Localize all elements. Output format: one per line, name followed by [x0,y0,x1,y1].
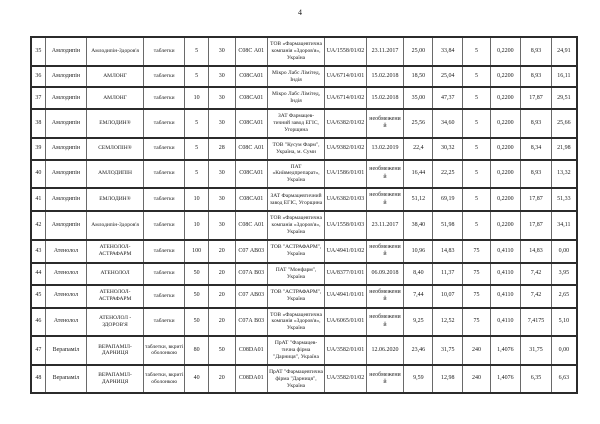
ddd-count-cell: 240 [463,336,490,365]
inn-name-cell: Атенолол [45,240,86,263]
manufacturer-cell: ПрАТ "Фармацевтична фірма "Дарниця", Україна [267,365,324,394]
pack-size-cell: 20 [208,308,235,337]
dosage-form-cell: таблетки [143,188,184,211]
registration-number-cell: UA/6714/01/02 [325,87,366,109]
registration-date-cell: 12.06.2020 [366,336,404,365]
wholesale-price-cell: 38,40 [404,211,433,240]
dosage-form-cell: таблетки [143,109,184,138]
atc-code-cell: С08С А01 [235,211,267,240]
value-1-cell: 8,93 [521,160,552,189]
pack-size-cell: 30 [208,66,235,88]
value-2-cell: 24,91 [551,37,577,66]
ddd-count-cell: 5 [463,160,490,189]
atc-code-cell: С07 АВ03 [235,240,267,263]
value-1-cell: 8,34 [521,138,552,160]
dosage-form-cell: таблетки [143,138,184,160]
pack-size-cell: 30 [208,211,235,240]
value-1-cell: 8,93 [521,37,552,66]
registration-number-cell: UA/1586/01/01 [325,160,366,189]
trade-name-cell: Амлодипін-Здоров'я [87,211,144,240]
table-row [31,263,577,285]
ddd-price-cell: 0,2200 [490,211,521,240]
manufacturer-cell: ПАТ «Київмедпрепарат», Україна [267,160,324,189]
atc-code-cell: С07А В03 [235,263,267,285]
value-2-cell: 51,33 [551,188,577,211]
dosage-form-cell: таблетки [143,66,184,88]
registration-number-cell: UA/1558/01/02 [325,37,366,66]
retail-price-cell: 10,07 [433,285,463,308]
dose-cell: 5 [185,66,208,88]
retail-price-cell: 34,60 [433,109,463,138]
table-row [31,160,577,189]
row-number-cell: 43 [31,240,45,263]
registration-date-cell: необмежений [366,308,404,337]
ddd-price-cell: 0,2200 [490,87,521,109]
inn-name-cell: Амлодипін [45,160,86,189]
pack-size-cell: 20 [208,285,235,308]
row-number-cell: 42 [31,211,45,240]
inn-name-cell: Верапаміл [45,336,86,365]
dosage-form-cell: таблетки, вкриті оболонкою [143,336,184,365]
manufacturer-cell: ТОВ "АСТРАФАРМ", Україна [267,240,324,263]
dose-cell: 100 [185,240,208,263]
ddd-price-cell: 0,4110 [490,263,521,285]
registration-date-cell: 13.02.2019 [366,138,404,160]
table-row [31,285,577,308]
dosage-form-cell: таблетки, вкриті оболонкою [143,365,184,394]
manufacturer-cell: ТОВ "АСТРАФАРМ", Україна [267,285,324,308]
wholesale-price-cell: 51,12 [404,188,433,211]
manufacturer-cell: ПАТ "Монфарм", Україна [267,263,324,285]
ddd-price-cell: 0,4110 [490,285,521,308]
pack-size-cell: 20 [208,240,235,263]
atc-code-cell: С08С А01 [235,138,267,160]
retail-price-cell: 51,98 [433,211,463,240]
value-1-cell: 31,75 [521,336,552,365]
table-row [31,365,577,394]
registration-number-cell: UA/6382/01/02 [325,109,366,138]
wholesale-price-cell: 23,46 [404,336,433,365]
value-1-cell: 8,93 [521,109,552,138]
pack-size-cell: 30 [208,160,235,189]
table-row [31,308,577,337]
retail-price-cell: 47,37 [433,87,463,109]
atc-code-cell: С08СА01 [235,109,267,138]
manufacturer-cell: ТОВ "Кусум Фарм", Україна, м. Суми [267,138,324,160]
ddd-count-cell: 5 [463,188,490,211]
registration-number-cell: UA/6382/01/03 [325,188,366,211]
value-1-cell: 14,83 [521,240,552,263]
registration-date-cell: необмежений [366,365,404,394]
ddd-count-cell: 240 [463,365,490,394]
value-2-cell: 13,32 [551,160,577,189]
row-number-cell: 47 [31,336,45,365]
pack-size-cell: 30 [208,109,235,138]
ddd-price-cell: 0,2200 [490,188,521,211]
atc-code-cell: С08С А01 [235,37,267,66]
registration-date-cell: необмежений [366,160,404,189]
row-number-cell: 46 [31,308,45,337]
ddd-count-cell: 75 [463,240,490,263]
registration-number-cell: UA/6714/01/01 [325,66,366,88]
registration-date-cell: 06.09.2018 [366,263,404,285]
registration-date-cell: необмежений [366,188,404,211]
dose-cell: 5 [185,37,208,66]
row-number-cell: 35 [31,37,45,66]
registration-date-cell: 15.02.2018 [366,66,404,88]
dose-cell: 5 [185,160,208,189]
table-row [31,109,577,138]
ddd-price-cell: 0,4110 [490,240,521,263]
trade-name-cell: АМЛОНГ [87,66,144,88]
registration-number-cell: UA/8377/01/01 [325,263,366,285]
value-1-cell: 7,4175 [521,308,552,337]
atc-code-cell: С08СА01 [235,66,267,88]
value-2-cell: 34,11 [551,211,577,240]
row-number-cell: 39 [31,138,45,160]
ddd-price-cell: 0,2200 [490,160,521,189]
retail-price-cell: 22,25 [433,160,463,189]
registration-date-cell: 23.11.2017 [366,37,404,66]
registration-date-cell: необмежений [366,109,404,138]
trade-name-cell: АМЛОДИПІН [87,160,144,189]
pack-size-cell: 20 [208,263,235,285]
ddd-count-cell: 5 [463,37,490,66]
registration-number-cell: UA/1558/01/03 [325,211,366,240]
pack-size-cell: 30 [208,188,235,211]
manufacturer-cell: ТОВ «Фармацевтична компанія «Здоров'я», Україна [267,211,324,240]
manufacturer-cell: ЗАТ Фармацев- тичний завод ЕГІС, Угорщина [267,109,324,138]
dose-cell: 5 [185,109,208,138]
manufacturer-cell: ПрАТ "Фармацев- тична фірма "Дарниця", Україна [267,336,324,365]
registration-date-cell: необмежений [366,240,404,263]
dose-cell: 50 [185,285,208,308]
ddd-count-cell: 5 [463,109,490,138]
dosage-form-cell: таблетки [143,240,184,263]
retail-price-cell: 30,32 [433,138,463,160]
registration-number-cell: UA/3582/01/01 [325,336,366,365]
value-2-cell: 0,00 [551,336,577,365]
retail-price-cell: 12,52 [433,308,463,337]
row-number-cell: 41 [31,188,45,211]
registration-date-cell: необмежений [366,285,404,308]
table-row [31,87,577,109]
value-1-cell: 8,93 [521,66,552,88]
registration-number-cell: UA/9382/01/02 [325,138,366,160]
value-2-cell: 0,00 [551,240,577,263]
retail-price-cell: 12,98 [433,365,463,394]
value-2-cell: 3,95 [551,263,577,285]
manufacturer-cell: ТОВ «Фармацевтична компанія «Здоров'я», Україна [267,37,324,66]
wholesale-price-cell: 25,56 [404,109,433,138]
value-1-cell: 17,87 [521,211,552,240]
row-number-cell: 38 [31,109,45,138]
wholesale-price-cell: 22,4 [404,138,433,160]
page-number: 4 [298,8,302,17]
wholesale-price-cell: 9,59 [404,365,433,394]
dose-cell: 10 [185,87,208,109]
trade-name-cell: АТЕНОЛОЛ - ЗДОРОВ'Я [87,308,144,337]
value-1-cell: 17,87 [521,87,552,109]
inn-name-cell: Верапаміл [45,365,86,394]
atc-code-cell: С08DА01 [235,365,267,394]
ddd-count-cell: 5 [463,66,490,88]
ddd-price-cell: 0,2200 [490,138,521,160]
table-row [31,66,577,88]
inn-name-cell: Атенолол [45,263,86,285]
registration-date-cell: 23.11.2017 [366,211,404,240]
value-2-cell: 29,51 [551,87,577,109]
dosage-form-cell: таблетки [143,87,184,109]
wholesale-price-cell: 7,44 [404,285,433,308]
table-row [31,240,577,263]
retail-price-cell: 14,83 [433,240,463,263]
table-row [31,138,577,160]
wholesale-price-cell: 25,00 [404,37,433,66]
inn-name-cell: Амлодипін [45,188,86,211]
dosage-form-cell: таблетки [143,285,184,308]
value-2-cell: 25,66 [551,109,577,138]
dose-cell: 50 [185,263,208,285]
retail-price-cell: 25,04 [433,66,463,88]
registration-number-cell: UA/4941/01/01 [325,285,366,308]
atc-code-cell: С08DА01 [235,336,267,365]
manufacturer-cell: ЗАТ Фармацевтичний завод ЕГІС, Угорщина [267,188,324,211]
ddd-price-cell: 0,2200 [490,66,521,88]
dose-cell: 40 [185,365,208,394]
atc-code-cell: С07А В03 [235,308,267,337]
wholesale-price-cell: 18,50 [404,66,433,88]
value-1-cell: 7,42 [521,285,552,308]
retail-price-cell: 69,19 [433,188,463,211]
row-number-cell: 36 [31,66,45,88]
wholesale-price-cell: 35,00 [404,87,433,109]
ddd-price-cell: 0,2200 [490,109,521,138]
wholesale-price-cell: 10,96 [404,240,433,263]
pack-size-cell: 28 [208,138,235,160]
row-number-cell: 45 [31,285,45,308]
ddd-count-cell: 75 [463,285,490,308]
dosage-form-cell: таблетки [143,160,184,189]
value-2-cell: 2,65 [551,285,577,308]
trade-name-cell: ВЕРАПАМІЛ-ДАРНИЦЯ [87,365,144,394]
ddd-price-cell: 1,4076 [490,336,521,365]
inn-name-cell: Амлодипін [45,211,86,240]
trade-name-cell: ВЕРАПАМІЛ-ДАРНИЦЯ [87,336,144,365]
drug-price-registry-table [30,36,578,394]
atc-code-cell: С07 АВ03 [235,285,267,308]
pack-size-cell: 30 [208,87,235,109]
inn-name-cell: Атенолол [45,308,86,337]
registration-date-cell: 15.02.2018 [366,87,404,109]
ddd-count-cell: 5 [463,87,490,109]
ddd-count-cell: 5 [463,138,490,160]
inn-name-cell: Амлодипін [45,138,86,160]
dosage-form-cell: таблетки [143,308,184,337]
row-number-cell: 40 [31,160,45,189]
wholesale-price-cell: 9,25 [404,308,433,337]
table-row [31,336,577,365]
registration-number-cell: UA/3582/01/02 [325,365,366,394]
wholesale-price-cell: 8,40 [404,263,433,285]
ddd-count-cell: 5 [463,211,490,240]
manufacturer-cell: Мікро Лабс Лімітед, Індія [267,87,324,109]
dose-cell: 5 [185,138,208,160]
manufacturer-cell: Мікро Лабс Лімітед, Індія [267,66,324,88]
pack-size-cell: 30 [208,37,235,66]
trade-name-cell: ЕМЛОДИН® [87,188,144,211]
value-1-cell: 7,42 [521,263,552,285]
trade-name-cell: АТЕНОЛОЛ-АСТРАФАРМ [87,240,144,263]
manufacturer-cell: ТОВ «Фармацевтична компанія «Здоров'я», Україна [267,308,324,337]
value-2-cell: 16,11 [551,66,577,88]
trade-name-cell: Амлодипін-Здоров'я [87,37,144,66]
pack-size-cell: 50 [208,336,235,365]
row-number-cell: 48 [31,365,45,394]
dosage-form-cell: таблетки [143,263,184,285]
value-1-cell: 6,35 [521,365,552,394]
table-body [31,37,577,393]
wholesale-price-cell: 16,44 [404,160,433,189]
table-row [31,211,577,240]
value-2-cell: 21,98 [551,138,577,160]
dose-cell: 50 [185,308,208,337]
atc-code-cell: С08СА01 [235,188,267,211]
retail-price-cell: 31,75 [433,336,463,365]
ddd-price-cell: 0,2200 [490,37,521,66]
trade-name-cell: СЕМЛОПІН® [87,138,144,160]
table-row [31,37,577,66]
table-row [31,188,577,211]
retail-price-cell: 11,37 [433,263,463,285]
ddd-count-cell: 75 [463,308,490,337]
registration-number-cell: UA/6065/01/01 [325,308,366,337]
dosage-form-cell: таблетки [143,211,184,240]
trade-name-cell: АТЕНОЛОЛ-АСТРАФАРМ [87,285,144,308]
inn-name-cell: Амлодипін [45,87,86,109]
dose-cell: 10 [185,211,208,240]
atc-code-cell: С08СА01 [235,87,267,109]
value-2-cell: 6,63 [551,365,577,394]
atc-code-cell: С08СА01 [235,160,267,189]
trade-name-cell: ЕМЛОДИН® [87,109,144,138]
ddd-price-cell: 1,4076 [490,365,521,394]
inn-name-cell: Амлодипін [45,37,86,66]
row-number-cell: 44 [31,263,45,285]
dose-cell: 10 [185,188,208,211]
dose-cell: 80 [185,336,208,365]
value-1-cell: 17,87 [521,188,552,211]
inn-name-cell: Амлодипін [45,109,86,138]
retail-price-cell: 33,84 [433,37,463,66]
ddd-count-cell: 75 [463,263,490,285]
trade-name-cell: АМЛОНГ [87,87,144,109]
trade-name-cell: АТЕНОЛОЛ [87,263,144,285]
ddd-price-cell: 0,4110 [490,308,521,337]
inn-name-cell: Амлодипін [45,66,86,88]
inn-name-cell: Атенолол [45,285,86,308]
registration-number-cell: UA/4941/01/02 [325,240,366,263]
dosage-form-cell: таблетки [143,37,184,66]
row-number-cell: 37 [31,87,45,109]
pack-size-cell: 20 [208,365,235,394]
value-2-cell: 5,10 [551,308,577,337]
